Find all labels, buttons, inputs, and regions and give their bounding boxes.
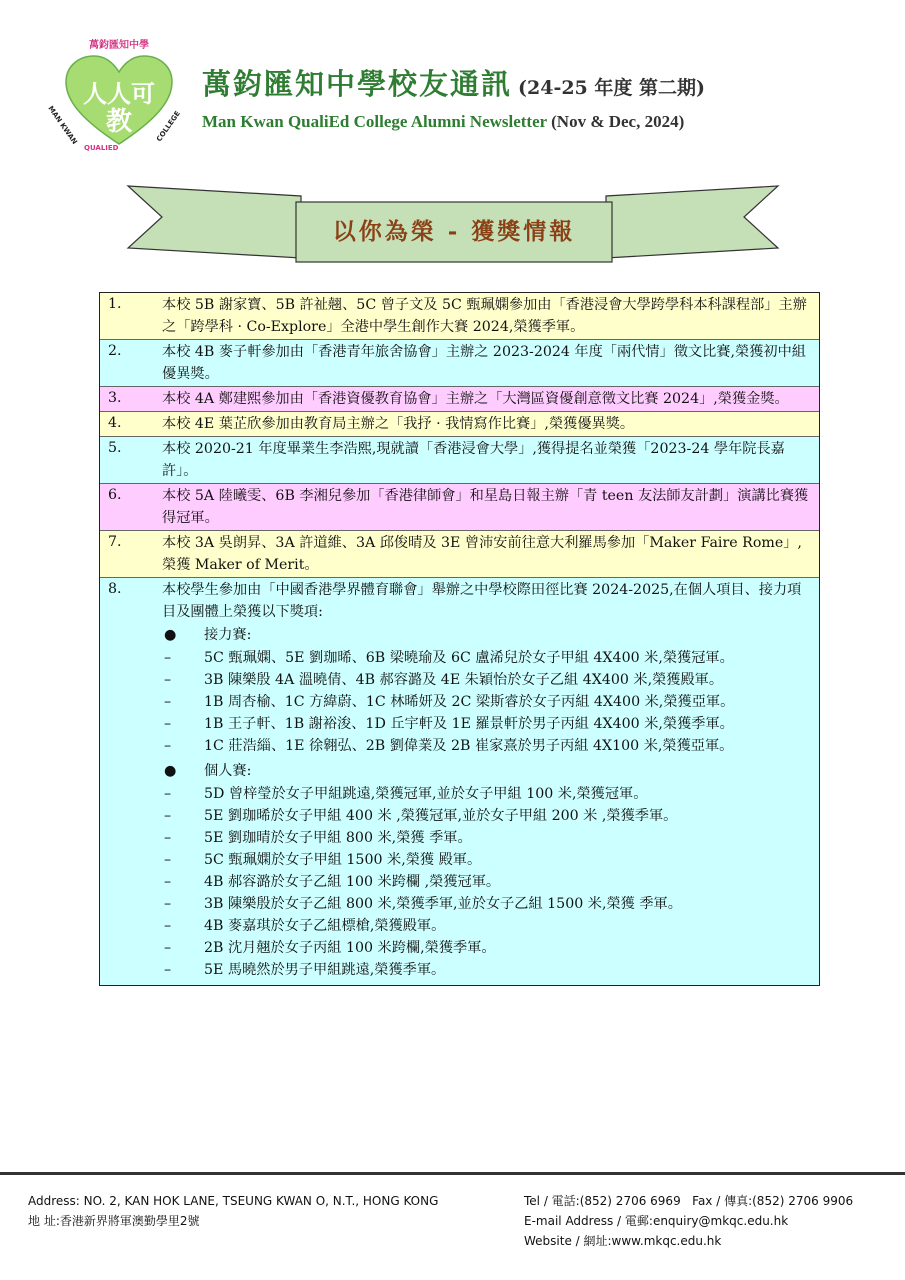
award-row [100, 340, 819, 387]
list-item [162, 669, 813, 691]
award-number: 1. [108, 296, 122, 312]
dash-icon: – [164, 852, 172, 868]
individual-item: 4B 麥嘉琪於女子乙組標槍,榮獲殿軍。 [204, 918, 446, 934]
award-number: 4. [108, 415, 122, 431]
award-row [100, 293, 819, 340]
award-text: 本校 2020-21 年度畢業生李浩熙,現就讀「香港浸會大學」,獲得提名並榮獲「2023-24 學年院長嘉許」。 [162, 441, 785, 479]
relay-item: 5C 甄珮嫻、5E 劉珈晞、6B 梁曉瑜及 6C 盧浠兒於女子甲組 4X400 米,榮獲冠軍。 [204, 650, 734, 666]
website-link[interactable]: Website / 網址:www.mkqc.edu.hk [524, 1234, 722, 1248]
issue-label: (24-25 年度 第二期) [518, 77, 705, 99]
fax: Fax / 傳真:(852) 2706 9906 [692, 1194, 854, 1208]
logo-center-top: 人人可 [83, 79, 155, 108]
list-item [162, 735, 813, 757]
dash-icon: – [164, 694, 172, 710]
individual-item: 5D 曾梓瑩於女子甲組跳遠,榮獲冠軍,並於女子甲組 100 米,榮獲冠軍。 [204, 786, 648, 802]
dash-icon: – [164, 808, 172, 824]
award-row [100, 387, 819, 412]
dash-icon: – [164, 672, 172, 688]
list-item [162, 893, 813, 915]
newsletter-title-en [202, 112, 684, 132]
list-item [162, 783, 813, 805]
relay-list [162, 647, 813, 757]
award-number: 6. [108, 487, 122, 503]
relay-item: 1B 周杏榆、1C 方緯蔚、1C 林晞妍及 2C 梁斯睿於女子丙組 4X400 米,榮獲亞軍。 [204, 694, 735, 710]
relay-item: 3B 陳樂殷 4A 溫曉倩、4B 郝容潞及 4E 朱穎怡於女子乙組 4X400 米,榮獲殿軍。 [204, 672, 724, 688]
bullet-icon: ● [164, 763, 177, 779]
list-item [162, 647, 813, 669]
award-row-athletics [100, 578, 819, 985]
list-item [162, 959, 813, 981]
list-item [162, 915, 813, 937]
award-text: 本校 4E 葉芷欣參加由教育局主辦之「我抒 · 我情寫作比賽」,榮獲優異獎。 [162, 416, 635, 432]
dash-icon: – [164, 962, 172, 978]
logo-arc-mid: QUALIED [84, 144, 119, 152]
school-logo [44, 36, 194, 156]
award-row [100, 437, 819, 484]
award-number: 5. [108, 440, 122, 456]
email-link[interactable]: E-mail Address / 電郵:enquiry@mkqc.edu.hk [524, 1214, 789, 1228]
list-item [162, 849, 813, 871]
award-text: 本校 4A 鄭建熙參加由「香港資優教育協會」主辦之「大灣區資優創意徵文比賽 2024」,榮獲金獎。 [162, 391, 789, 407]
individual-heading: 個人賽: [204, 763, 252, 779]
list-item [162, 937, 813, 959]
individual-item: 2B 沈月翹於女子丙組 100 米跨欄,榮獲季軍。 [204, 940, 496, 956]
individual-item: 4B 郝容潞於女子乙組 100 米跨欄 ,榮獲冠軍。 [204, 874, 501, 890]
title-en-text: Man Kwan QualiEd College Alumni Newsletter [202, 112, 547, 131]
dash-icon: – [164, 918, 172, 934]
award-number: 2. [108, 343, 122, 359]
award-text: 本校 5B 謝家寶、5B 許祉翹、5C 曾子文及 5C 甄珮嫻參加由「香港浸會大學跨學科本科課程部」主辦之「跨學科 · Co-Explore」全港中學生創作大賽 2024,榮獲季軍。 [162, 297, 807, 335]
individual-item: 5E 劉珈晴於女子甲組 800 米,榮獲 季軍。 [204, 830, 472, 846]
relay-item: 1C 莊浩緇、1E 徐翱弘、2B 劉偉業及 2B 崔家熹於男子丙組 4X100 米,榮獲亞軍。 [204, 738, 734, 754]
logo-arc-top: 萬鈞匯知中學 [89, 40, 149, 51]
list-item [162, 805, 813, 827]
list-item [162, 871, 813, 893]
title-zh-text: 萬鈞匯知中學校友通訊 [202, 67, 513, 101]
footer-contact [524, 1191, 853, 1251]
award-text: 本校 5A 陸曦雯、6B 李湘兒參加「香港律師會」和星島日報主辦「青 teen 友法師友計劃」演講比賽獲得冠軍。 [162, 488, 809, 526]
award-row [100, 484, 819, 531]
award-row [100, 412, 819, 437]
phone: Tel / 電話:(852) 2706 6969 [524, 1194, 681, 1208]
newsletter-title-zh [202, 62, 705, 103]
logo-arc-right: COLLEGE [155, 109, 182, 144]
logo-graphic [44, 36, 194, 156]
dash-icon: – [164, 830, 172, 846]
athletics-intro: 本校學生參加由「中國香港學界體育聯會」舉辦之中學校際田徑比賽 2024-2025,在個人項目、接力項目及團體上榮獲以下獎項: [162, 582, 802, 620]
award-number: 3. [108, 390, 122, 406]
individual-heading-line [162, 760, 813, 782]
individual-item: 5E 劉珈晞於女子甲組 400 米 ,榮獲冠軍,並於女子甲組 200 米 ,榮獲季軍。 [204, 808, 678, 824]
dash-icon: – [164, 940, 172, 956]
bullet-icon: ● [164, 627, 177, 643]
logo-center-bottom: 教 [105, 107, 133, 137]
award-number: 7. [108, 534, 122, 550]
relay-heading-line [162, 624, 813, 646]
award-number: 8. [108, 581, 122, 597]
address-en: Address: NO. 2, KAN HOK LANE, TSEUNG KWAN O, N.T., HONG KONG [28, 1194, 439, 1208]
issue-date: (Nov & Dec, 2024) [551, 112, 685, 131]
dash-icon: – [164, 716, 172, 732]
individual-item: 5C 甄珮嫻於女子甲組 1500 米,榮獲 殿軍。 [204, 852, 482, 868]
award-row [100, 531, 819, 578]
individual-item: 5E 馬曉然於男子甲組跳遠,榮獲季軍。 [204, 962, 446, 978]
relay-item: 1B 王子軒、1B 謝裕浚、1D 丘宇軒及 1E 羅景軒於男子丙組 4X400 米,榮獲季軍。 [204, 716, 734, 732]
award-text: 本校 4B 麥子軒參加由「香港青年旅舍協會」主辦之 2023-2024 年度「兩代情」徵文比賽,榮獲初中組優異獎。 [162, 344, 806, 382]
address-zh: 地 址:香港新界將軍澳勤學里2號 [28, 1214, 200, 1228]
list-item [162, 827, 813, 849]
logo-arc-left: MAN KWAN [46, 104, 79, 146]
award-text: 本校 3A 吳朗昇、3A 許道維、3A 邱俊晴及 3E 曾沛安前往意大利羅馬參加「Maker Faire Rome」,榮獲 Maker of Merit。 [162, 535, 802, 573]
footer-address [28, 1191, 438, 1231]
phone-fax-line [524, 1191, 853, 1211]
dash-icon: – [164, 874, 172, 890]
list-item [162, 691, 813, 713]
footer-divider [0, 1172, 905, 1175]
awards-list [99, 292, 820, 986]
dash-icon: – [164, 896, 172, 912]
individual-item: 3B 陳樂殷於女子乙組 800 米,榮獲季軍,並於女子乙組 1500 米,榮獲 季軍。 [204, 896, 682, 912]
dash-icon: – [164, 738, 172, 754]
individual-list [162, 783, 813, 981]
banner-title: 以你為榮 - 獲獎情報 [332, 218, 576, 245]
list-item [162, 713, 813, 735]
relay-heading: 接力賽: [204, 627, 252, 643]
dash-icon: – [164, 650, 172, 666]
dash-icon: – [164, 786, 172, 802]
